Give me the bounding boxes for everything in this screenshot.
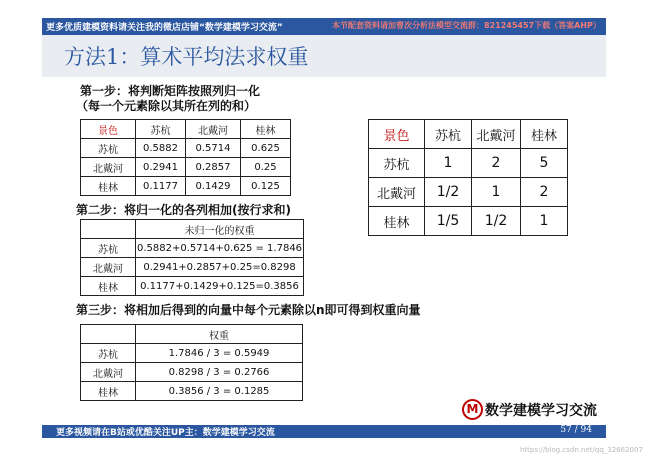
- empty-cell: [81, 220, 136, 239]
- table-row: [81, 258, 304, 277]
- table-row: [81, 239, 304, 258]
- table-row: [81, 382, 303, 401]
- table-cell: 0.5882+0.5714+0.625 = 1.7846: [136, 239, 304, 258]
- table-header-row: [81, 220, 304, 239]
- row-label: 苏杭: [369, 149, 425, 178]
- header-cell: 桂林: [521, 120, 568, 149]
- header-cell: 北戴河: [186, 120, 241, 139]
- header-cell: 苏杭: [136, 120, 186, 139]
- table-cell: 0.2857: [186, 158, 241, 177]
- step2-text: 第二步：将归一化的各列相加(按行求和): [76, 203, 291, 217]
- row-label: 桂林: [369, 207, 425, 236]
- table-cell: 1: [472, 178, 521, 207]
- header-cell: 景色: [369, 120, 425, 149]
- table-cell: 0.1177: [136, 177, 186, 196]
- row-label: 北戴河: [81, 258, 136, 277]
- header-cell: 桂林: [241, 120, 291, 139]
- logo-text: 数学建模学习交流: [485, 402, 597, 419]
- table-cell: 1/2: [425, 178, 472, 207]
- table-header-row: [81, 325, 303, 344]
- page-number: 57 / 94: [560, 425, 592, 435]
- footer-left-text: 更多视频请在B站或优酷关注UP主：数学建模学习交流: [56, 428, 275, 438]
- table-row: [81, 277, 304, 296]
- empty-cell: [81, 325, 136, 344]
- table-row: [81, 177, 291, 196]
- table-cell: 0.8298 / 3 = 0.2766: [136, 363, 303, 382]
- row-label: 桂林: [81, 382, 136, 401]
- table-row: [369, 207, 568, 236]
- footer-bar: [42, 425, 606, 438]
- row-sum-table: [80, 219, 304, 296]
- table-cell: 0.625: [241, 139, 291, 158]
- table-cell: 2: [521, 178, 568, 207]
- normalized-table: [80, 119, 291, 196]
- header-cell: 景色: [81, 120, 136, 139]
- table-row: [81, 363, 303, 382]
- row-label: 桂林: [81, 177, 136, 196]
- step1-subtext: （每一个元素除以其所在列的和）: [76, 99, 257, 113]
- step3-text: 第三步：将相加后得到的向量中每个元素除以n即可得到权重向量: [76, 303, 421, 317]
- judgment-matrix-table: [368, 119, 568, 236]
- row-label: 苏杭: [81, 239, 136, 258]
- table-row: [81, 139, 291, 158]
- header-right-text: 本节配套资料请加曹次分析法模型交流群：821245457下载（答案AHP）: [332, 21, 601, 30]
- row-label: 北戴河: [369, 178, 425, 207]
- table-cell: 0.2941+0.2857+0.25=0.8298: [136, 258, 304, 277]
- table-cell: 1/5: [425, 207, 472, 236]
- header-left-text: 更多优质建模资料请关注我的微店店铺“数学建模学习交流”: [46, 23, 283, 33]
- table-cell: 2: [472, 149, 521, 178]
- logo: [462, 399, 597, 420]
- table-cell: 0.5882: [136, 139, 186, 158]
- header-cell: 未归一化的权重: [136, 220, 304, 239]
- header-cell: 北戴河: [472, 120, 521, 149]
- table-cell: 0.1429: [186, 177, 241, 196]
- slide-title: 方法1：算术平均法求权重: [64, 45, 309, 69]
- table-row: [81, 344, 303, 363]
- table-cell: 0.25: [241, 158, 291, 177]
- table-cell: 1: [521, 207, 568, 236]
- header-bar: [42, 18, 606, 35]
- watermark: https://blog.csdn.net/qq_32662007: [520, 446, 643, 454]
- weight-table: [80, 324, 303, 401]
- table-cell: 0.2941: [136, 158, 186, 177]
- table-header-row: [81, 120, 291, 139]
- row-label: 苏杭: [81, 139, 136, 158]
- table-cell: 0.5714: [186, 139, 241, 158]
- table-row: [369, 178, 568, 207]
- row-label: 苏杭: [81, 344, 136, 363]
- row-label: 桂林: [81, 277, 136, 296]
- table-row: [81, 158, 291, 177]
- table-cell: 0.1177+0.1429+0.125=0.3856: [136, 277, 304, 296]
- table-cell: 1: [425, 149, 472, 178]
- table-row: [369, 149, 568, 178]
- table-cell: 0.3856 / 3 = 0.1285: [136, 382, 303, 401]
- logo-icon: M: [462, 399, 483, 420]
- header-cell: 权重: [136, 325, 303, 344]
- row-label: 北戴河: [81, 363, 136, 382]
- table-cell: 1/2: [472, 207, 521, 236]
- table-cell: 5: [521, 149, 568, 178]
- title-bar: [42, 35, 606, 77]
- table-cell: 1.7846 / 3 = 0.5949: [136, 344, 303, 363]
- table-cell: 0.125: [241, 177, 291, 196]
- row-label: 北戴河: [81, 158, 136, 177]
- header-cell: 苏杭: [425, 120, 472, 149]
- table-header-row: [369, 120, 568, 149]
- step1-text: 第一步：将判断矩阵按照列归一化: [80, 84, 261, 98]
